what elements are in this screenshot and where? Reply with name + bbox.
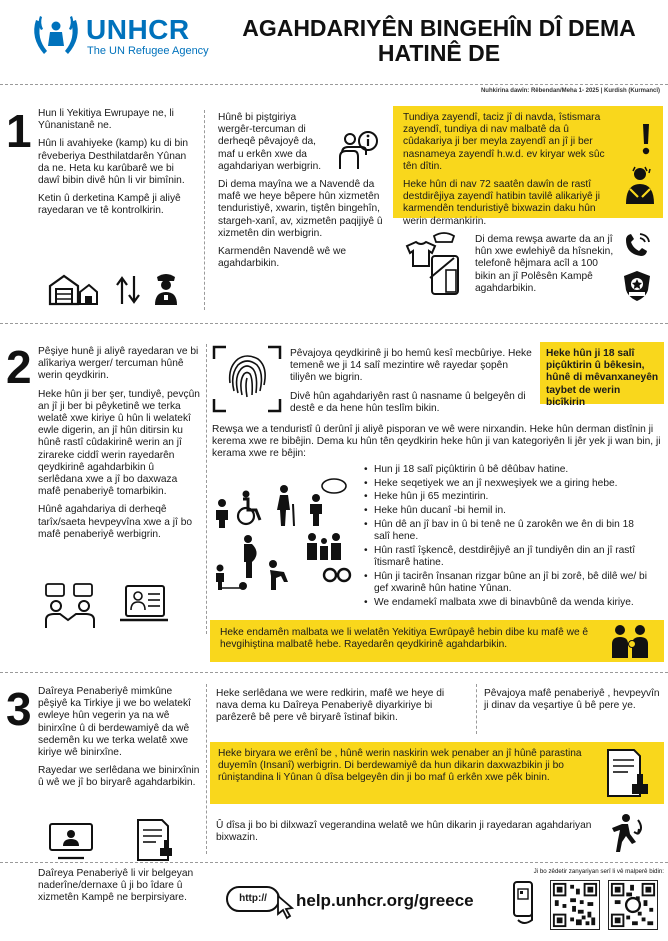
family-reunification-text: Heke endamên malbata we li welatên Yekitiya Ewrûpayê hebin dibe ku mafê we ê hevgihiştina malbatê hebe. Rayedarên qeydkirinê agahdarbikin.	[220, 627, 589, 651]
appeal-text: Heke serlêdana we were redkirin, mafê we heye di nava dema ku Daîreya Penaberiyê diyarkiriye bi parêzerê bê pere vê biryarê îstinaf bikin.	[216, 688, 445, 724]
unaccompanied-minor-text: Heke hûn ji 18 salî piçûktirin û bêkesin, hûnê di mêvanxaneyên taybet de werin bicîkirin	[546, 348, 659, 408]
section3-left-p2: Rayedar we serlêdana we binirxînin û wê we jî bo biryarê agahdarbikin.	[38, 765, 200, 789]
logo-subtitle: The UN Refugee Agency	[87, 45, 209, 57]
emergency-phone-icon	[622, 230, 652, 260]
section3-number: 3	[6, 683, 32, 735]
return-person-icon	[604, 812, 644, 852]
in-out-arrows-icon	[116, 274, 140, 306]
section2-left-p1: Pêşiye hunê ji aliyê rayedaran ve bi alîkariya werger/ tercuman hûnê werin qeydkirin.	[38, 346, 199, 382]
victim-icon	[264, 558, 294, 590]
positive-decision-text: Heke biryara we erênî be , hûnê werin naskirin wek penaber an jî hûnê parastina duyemîn (Insanî) werbigrin. Di berdewamiyê da hun dikarin daxwazbikin ji bo rûniştandina li Yûnan û dîsa belgeyên din ji bo maf û erkên xwe pêk binin.	[218, 748, 582, 784]
section1-mid-p2: Di dema mayîna we a Navendê da mafê we heye bêpere hûn xizmetên tenduristiyê, xwarin, tiştên bingehîn, stargeh-xanî, av, xizmetên paqijiyê û xizmetên din werbigrin.	[218, 179, 383, 239]
section1-divider	[0, 323, 668, 324]
cursor-icon	[276, 894, 294, 920]
logo-name: UNHCR	[86, 14, 190, 45]
info-person-icon	[336, 127, 380, 171]
interview-icon	[44, 582, 96, 630]
section1-left-text	[38, 108, 198, 224]
section2-left-p2: Heke hûn ji ber şer, tundiyê, pevçûn an jî ji ber bi pêyketinê we terka welatê xwe kiriye û hûn li welatekî ewle digerin, an jî hûn ditirsin ku hûnê rastî cûdakirinê werin an jî zirareke ciddî werin rayedarên qeydkirinê agahdarbikin û serlêdana xwe a jî bo daxwaza mafê penaberiyê tomarbikin.	[38, 388, 200, 498]
elderly-person-icon	[272, 484, 298, 526]
online-form-icon	[116, 582, 170, 630]
section2-fingerprint-text	[290, 348, 534, 421]
press-interview-icon	[44, 820, 98, 862]
s3-vdiv1	[206, 684, 207, 854]
section1-phone-icons	[404, 230, 464, 300]
s2-vdiv1	[206, 344, 207, 634]
qr-caption: Ji bo zêdetir zanyariyan serî li vê malperê bidin:	[533, 868, 664, 875]
vulnerability-criteria-list	[362, 464, 652, 610]
section2-left-icons	[44, 582, 194, 634]
phone-scan-icon	[510, 880, 538, 928]
exclamation-icon	[640, 122, 652, 156]
section1-yellow-text	[403, 112, 613, 234]
help-url-link[interactable]: help.unhcr.org/greece	[296, 891, 474, 910]
criteria-item: • Hun ji 18 salî piçûktirin û bê dêûbav hatine.	[362, 464, 652, 476]
section2-left-text	[38, 346, 200, 547]
criteria-item: • Heke seqetiyek we an jî nexweşiyek we a giring hebe.	[362, 478, 652, 490]
section1-icons	[48, 270, 198, 310]
section3-divider	[0, 862, 668, 863]
stamped-document-icon	[604, 748, 652, 798]
police-badge-icon	[622, 270, 652, 302]
section1-left-p1: Hun li Yekitiya Ewrupaye ne, li Yûnanistanê ne.	[38, 108, 174, 132]
s1-vdiv1	[204, 110, 205, 310]
page-title-line1: AGAHDARIYÊN BINGEHÎN DÎ DEMA	[242, 15, 636, 41]
section3-left-text	[38, 686, 200, 796]
speech-person-icon	[304, 478, 348, 526]
page-title	[232, 16, 646, 66]
section1-left-p3: Ketin û derketina Kampê ji aliyê rayedaran ve tê kontrolkirin.	[38, 193, 181, 217]
police-officer-icon	[152, 270, 180, 306]
emergency-call-text: Di dema rewşa awarte da an jî hûn xwe ewlehiyê da hîsnekin, telefonê hêjmara acîl a 100 bikin an jî Polêsên Kampê agahdarbikin.	[475, 234, 614, 294]
gbv-warning-p1: Tundiya zayendî, taciz jî di navda, îstismara zayendî, tundiya di nav malbatê da û cûdakariya ji ber meyla zayendî an jî ji ber nasnameya zayendî h.w.d. ev kiryar wek sûc tên dîtin.	[403, 112, 605, 172]
criteria-item: • Hûn rastî îşkencê, destdirêjiyê an jî tundiyên din an jî rastî îtismarê hatine.	[362, 545, 652, 569]
section1-mid-p1: Hûnê bi piştgiriya wergêr-tercuman di derheqê pêvajoyê da, maf u erkên xwe da agahdariyan werbigrin.	[218, 112, 322, 172]
section1-mid-p3: Karmendên Navendê wê we agahdarbikin.	[218, 246, 346, 270]
fingerprint-p1: Pêvajoya qeydkirinê ji bo hemû kesî mecbûriye. Heke temenê we ji 14 salî mezintire wê rayedar şopên tiliyên we bigrin.	[290, 348, 532, 384]
gbv-warning-p2: Heke hûn di nav 72 saatên dawîn de rastî destdirêjiya zayendî hatibin tavilê alikariyê ji karmendên tenduristiyê bixwazin daku hûn werin dermankirin.	[403, 179, 601, 227]
criteria-item: • Hûn ji tacirên însanan rizgar bûne an jî bi zorê, bê dilê we/ bi gef xwarinê hûn hatine Yûnan.	[362, 571, 652, 595]
no-documents-text: Daîreya Penaberiyê li vir belgeyan naderîne/dernaxe û ji bo îdare û xizmetên Kampê ne berpirsiyare.	[38, 868, 194, 904]
prisoner-icon	[212, 564, 248, 590]
health-assessment-text: Rewşa we a tenduristî û derûnî ji aliyê pisporan ve wê were nirxandin. Heke hûn derman distînin ji kerema xwe re bibêjin. Dema ku hûn tên qeydkirin heke hûn ji van kategoriyên li jêr yek ji wan bin, ji kerama xwe re bêjin:	[212, 424, 661, 460]
vulnerability-icons	[212, 478, 362, 592]
header-divider	[0, 84, 668, 85]
page-title-line2: HATINÊ DE	[377, 40, 501, 66]
chained-hands-icon	[322, 562, 352, 588]
unhcr-emblem-icon	[30, 12, 82, 60]
confidential-text: Pêvajoya mafê penaberiyê , hevpeyvîn ji dinav da veşartiye û bê pere ye.	[484, 688, 660, 712]
fingerprint-icon	[212, 345, 282, 413]
criteria-item: • Heke hûn ji 65 mezintirin.	[362, 491, 652, 503]
http-badge: http://	[226, 886, 280, 912]
camp-building-icon	[48, 272, 98, 306]
section2-divider	[0, 672, 668, 673]
update-meta: Nuhkirina dawîn: Rêbendan/Meha 1- 2025 | Kurdish (Kurmancî)	[480, 88, 660, 94]
whatsapp-qr-code-icon[interactable]	[608, 880, 658, 930]
family-reunion-icon	[610, 624, 654, 658]
voluntary-return-text: Û dîsa ji bo bi dilxwazî vegerandina welatê we hûn dikarin ji rayedaran agahdariyan bixwazin.	[216, 820, 592, 844]
toiletries-icon	[426, 230, 464, 296]
s3-vdiv2	[476, 684, 477, 734]
section1-left-p2: Hûn li avahiyeke (kamp) ku di bin rêveberiya Desthilatdarên Yûnan da ne. Heta ku karûbarê we bi dawî bibin divê hûn li vir bimînin.	[38, 138, 189, 187]
section2-left-p3: Hûnê agahdariya di derheqê tarîx/saeta hevpeyvîna xwe a jî bo mafê penaberiyê werbigrin.	[38, 504, 193, 540]
section1-number: 1	[6, 105, 32, 157]
family-icon	[304, 532, 344, 560]
criteria-item: • Heke hûn ducanî -bi hemil in.	[362, 505, 652, 517]
section3-left-p1: Daîreya Penaberiyê mimkûne pêşiyê ka Tirkiye ji we bo welatekî ewleye hûn vegerin ya na wê binirxîne û di berdewamiyê da wê sedemên ku we terka welatê xwe kiriye wê binirxîne.	[38, 686, 191, 759]
section3-left-icons	[44, 818, 194, 866]
wheelchair-icon	[234, 490, 264, 526]
decision-document-icon	[134, 818, 178, 862]
criteria-item: • Hûn dê an jî bav in û bi tenê ne û zarokên we ên di bin 18 salî hene.	[362, 519, 652, 543]
criteria-item: • We endamekî malbata xwe di binavbûnê da wenda kiriye.	[362, 597, 652, 609]
child-icon	[212, 498, 232, 528]
distressed-person-icon	[620, 165, 660, 205]
unhcr-logo	[30, 12, 220, 62]
qr-code-icon[interactable]	[550, 880, 600, 930]
section2-number: 2	[6, 341, 32, 393]
fingerprint-p2: Divê hûn agahdariyên rast û nasname û belgeyên di destê e da hene hûn teslîm bikin.	[290, 390, 526, 414]
